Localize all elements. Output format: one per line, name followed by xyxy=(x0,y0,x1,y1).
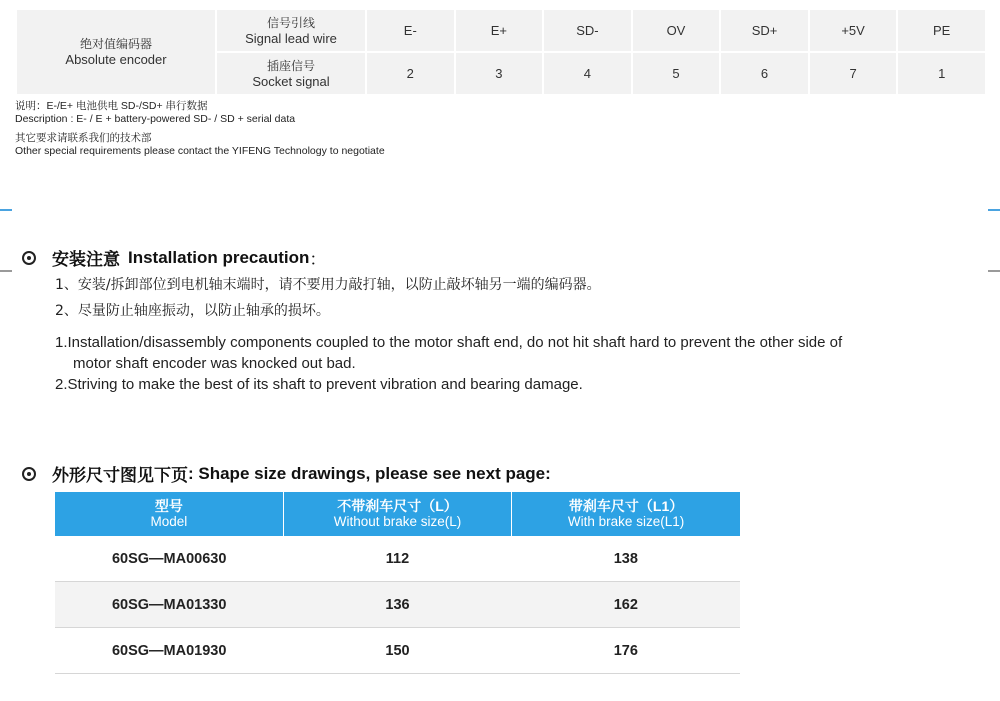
model-table-header xyxy=(55,492,740,536)
signal-lead-label-en: Signal lead wire xyxy=(245,30,337,46)
signal-lead-label xyxy=(216,9,366,52)
size-l1-cell: 176 xyxy=(512,628,740,674)
col-header-without-brake-en: Without brake size(L) xyxy=(333,514,462,529)
socket-cell: 2 xyxy=(366,52,455,95)
col-header-with-brake-en: With brake size(L1) xyxy=(567,514,685,529)
table-row xyxy=(55,628,740,674)
socket-cell: 1 xyxy=(897,52,986,95)
socket-cell: 4 xyxy=(543,52,632,95)
signal-cell: +5V xyxy=(809,9,898,52)
socket-cell: 5 xyxy=(632,52,721,95)
model-cell: 60SG—MA01930 xyxy=(55,628,283,674)
target-bullet-icon xyxy=(22,251,36,265)
col-header-model xyxy=(55,492,283,536)
left-divider-tick xyxy=(0,270,12,272)
signal-lead-label-cn: 信号引线 xyxy=(266,15,315,30)
encoder-title-cn: 绝对值编码器 xyxy=(79,37,152,51)
model-cell: 60SG—MA00630 xyxy=(55,536,283,582)
model-cell: 60SG—MA01330 xyxy=(55,582,283,628)
size-l-cell: 136 xyxy=(283,582,511,628)
installation-heading-suffix: ： xyxy=(309,250,327,269)
size-l-cell: 150 xyxy=(283,628,511,674)
socket-signal-label xyxy=(216,52,366,95)
note-contact-en: Other special requirements please contact the YIFENG Technology to negotiate xyxy=(15,145,385,157)
installation-heading-cn: 安装注意 xyxy=(52,250,120,270)
installation-item-1-en-line2: motor shaft encoder was knocked out bad. xyxy=(73,355,356,372)
left-divider-tick xyxy=(0,209,12,211)
size-l-cell: 112 xyxy=(283,536,511,582)
note-contact-cn: 其它要求请联系我们的技术部 xyxy=(15,132,152,144)
col-header-model-en: Model xyxy=(150,514,188,529)
installation-heading xyxy=(22,245,326,270)
shape-heading-en: : Shape size drawings, please see next page: xyxy=(188,463,551,483)
signal-cell: SD- xyxy=(543,9,632,52)
signal-cell: OV xyxy=(632,9,721,52)
socket-signal-label-en: Socket signal xyxy=(252,73,330,89)
table-row xyxy=(55,582,740,628)
encoder-notes xyxy=(15,100,385,158)
note-description-en: Description : E- / E + battery-powered SD- / SD + serial data xyxy=(15,113,296,125)
table-row xyxy=(55,536,740,582)
installation-item-2-cn: 2、尽量防止轴座振动，以防止轴承的损坏。 xyxy=(55,303,330,319)
socket-cell: 6 xyxy=(720,52,809,95)
col-header-with-brake-cn: 带刹车尺寸（L1） xyxy=(568,498,684,514)
installation-item-1-en-line1: 1.Installation/disassembly components coupled to the motor shaft end, do not hit shaft hard to prevent the other side of xyxy=(55,334,843,351)
signal-cell: SD+ xyxy=(720,9,809,52)
note-description-cn: 说明：E-/E+ 电池供电 SD-/SD+ 串行数据 xyxy=(15,100,208,112)
model-size-table xyxy=(55,492,740,674)
size-l1-cell: 162 xyxy=(512,582,740,628)
encoder-type-cell xyxy=(16,9,216,95)
col-header-without-brake xyxy=(283,492,511,536)
encoder-title-en: Absolute encoder xyxy=(65,52,167,67)
encoder-signal-table xyxy=(15,8,987,96)
right-divider-tick xyxy=(988,209,1000,211)
installation-item-2-en: 2.Striving to make the best of its shaft to prevent vibration and bearing damage. xyxy=(55,376,583,393)
socket-cell: 3 xyxy=(455,52,544,95)
installation-item-1-cn: 1、安装/拆卸部位到电机轴末端时，请不要用力敲打轴，以防止敲坏轴另一端的编码器。 xyxy=(55,277,601,293)
installation-items-en xyxy=(55,332,965,395)
shape-heading-cn: 外形尺寸图见下页 xyxy=(52,466,188,486)
signal-cell: PE xyxy=(897,9,986,52)
col-header-model-cn: 型号 xyxy=(154,498,183,514)
signal-lead-row xyxy=(16,9,986,52)
target-bullet-icon xyxy=(22,467,36,481)
signal-cell: E- xyxy=(366,9,455,52)
shape-heading xyxy=(22,461,551,486)
col-header-with-brake xyxy=(512,492,740,536)
size-l1-cell: 138 xyxy=(512,536,740,582)
right-divider-tick xyxy=(988,270,1000,272)
installation-heading-en: Installation precaution xyxy=(128,247,310,267)
signal-cell: E+ xyxy=(455,9,544,52)
socket-cell: 7 xyxy=(809,52,898,95)
col-header-without-brake-cn: 不带刹车尺寸（L） xyxy=(337,498,458,514)
socket-signal-label-cn: 插座信号 xyxy=(266,58,315,73)
